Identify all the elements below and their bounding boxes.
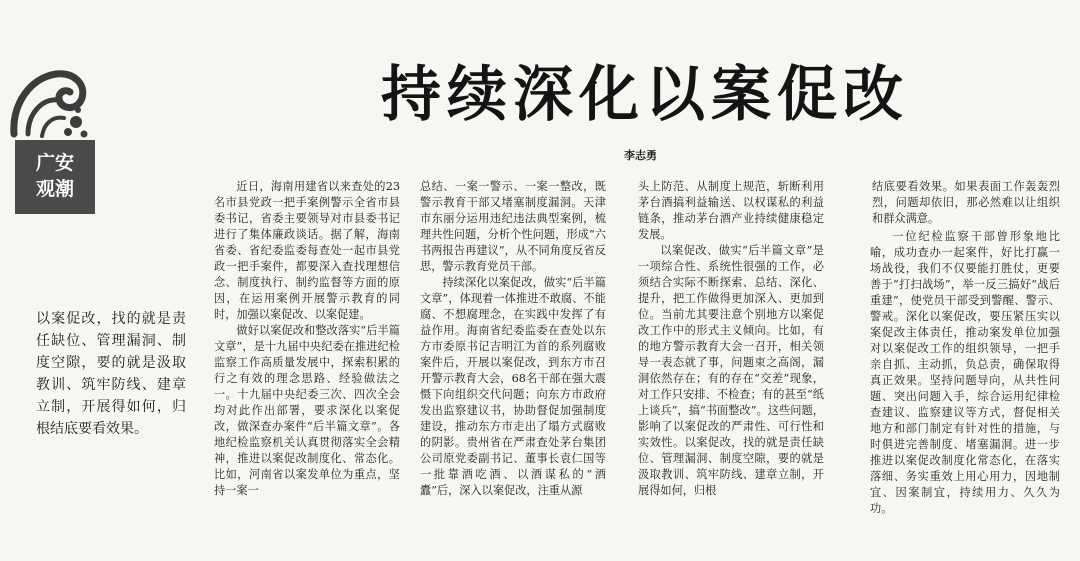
body-column-2	[420, 179, 606, 549]
paragraph: 头上防范、从制度上规范，斩断利用茅台酒搞利益输送、以权谋私的利益链条，推动茅台酒产业持续健康稳定发展。	[638, 180, 824, 241]
body-column-1	[214, 179, 400, 549]
paragraph: 做好以案促改和整改落实“后半篇文章”，是十九届中央纪委在推进纪检监察工作高质量发展中，探索积累的行之有效的理念思路、经验做法之一。十九届中央纪委三次、四次全会均对此作出部署，要求深化以案促改，做深查办案件“后半篇文章”。各地纪检监察机关认真贯彻落实全会精神，推进以案促改制度化、常态化。比如，河南省以案发单位为重点，坚持一案一	[214, 324, 400, 497]
headline: 持续深化以案促改	[381, 60, 909, 130]
lead-summary: 以案促改，找的就是责任缺位、管理漏洞、制度空隙，要的就是汲取教训、筑牢防线、建章立制，开展得如何，归根结底要看效果。	[36, 311, 186, 437]
paragraph: 总结、一案一警示、一案一整改，既警示教育干部又堵塞制度漏洞。天津市东丽分运用违纪违法典型案例，梳理共性问题，分析个性问题，形成“六书两报告再建议”，从不同角度反省反思，警示教育党员干部。	[420, 180, 606, 273]
paragraph: 持续深化以案促改，做实“后半篇文章”，体现着一体推进不敢腐、不能腐、不想腐理念，在实践中发挥了有益作用。海南省纪委监委在查处以东方市委原书记吉明江为首的系列腐败案件后，开展以案促改，到东方市召开警示教育大会，68名干部在强大震慑下向组织交代问题；向东方市政府发出监察建议书，协助督促加强制度建设，推动东方市走出了塌方式腐败的阴影。贵州省在严肃查处茅台集团公司原党委副书记、董事长袁仁国等一批靠酒吃酒、以酒谋私的“酒蠹”后，深入以案促改，注重从源	[420, 276, 606, 497]
body-column-3	[638, 179, 824, 549]
column-name-line1: 广安	[35, 152, 74, 174]
column-name-line2: 观潮	[35, 178, 74, 200]
paragraph: 以案促改、做实“后半篇文章”是一项综合性、系统性很强的工作，必须结合实际不断探索、总结、深化、提升，把工作做得更加深入、更加到位。当前尤其要注意个别地方以案促改工作中的形式主义倾向。比如，有的地方警示教育大会一召开，相关领导一表态就了事，问题束之高阁，漏洞依然存在；有的存在“交差”现象，对工作只安排、不检查；有的甚至“纸上谈兵”，搞“书面整改”。这些问题，影响了以案促改的严肃性、可行性和实效性。以案促改，找的就是责任缺位、管理漏洞、制度空隙，要的就是汲取教训、筑牢防线、建章立制，开展得如何，归根	[638, 244, 824, 497]
paragraph: 结底要看效果。如果表面工作轰轰烈烈，问题却依旧，那必然难以让组织和群众满意。	[872, 180, 1060, 225]
paragraph: 近日，海南用建省以来查处的23名市县党政一把手案例警示全省市县委书记，省委主要领导对市县委书记进行了集体廉政谈话。据了解，海南省委、省纪委监委每查处一起市县党政一把手案件，都要深入查找理想信念、制度执行、制约监督等方面的原因，在运用案例开展警示教育的同时，加强以案促改、以案促建。	[214, 180, 400, 321]
column-name-box	[15, 140, 95, 214]
paragraph: 一位纪检监察干部曾形象地比喻，成功查办一起案件，好比打赢一场战役，我们不仅要能打胜仗，更要善于“打扫战场”，举一反三搞好“战后重建”，使党员干部受到警醒、警示、警戒。深化以案促改，要压紧压实以案促改主体责任，推动案发单位加强对以案促改工作的组织领导，一把手亲自抓、主动抓，负总责，确保取得真正效果。坚持问题导向，从共性问题、突出问题入手，综合运用纪律检查建议、监察建议等方式，督促相关地方和部门制定有针对性的措施，与时俱进完善制度、堵塞漏洞。进一步推进以案促改制度化常态化，在落实落细、务实重效上用心用力，因地制宜、因案制宜，持续用力、久久为功。	[870, 230, 1060, 515]
body-column-4	[870, 229, 1060, 549]
author-byline: 李志勇	[624, 149, 657, 162]
